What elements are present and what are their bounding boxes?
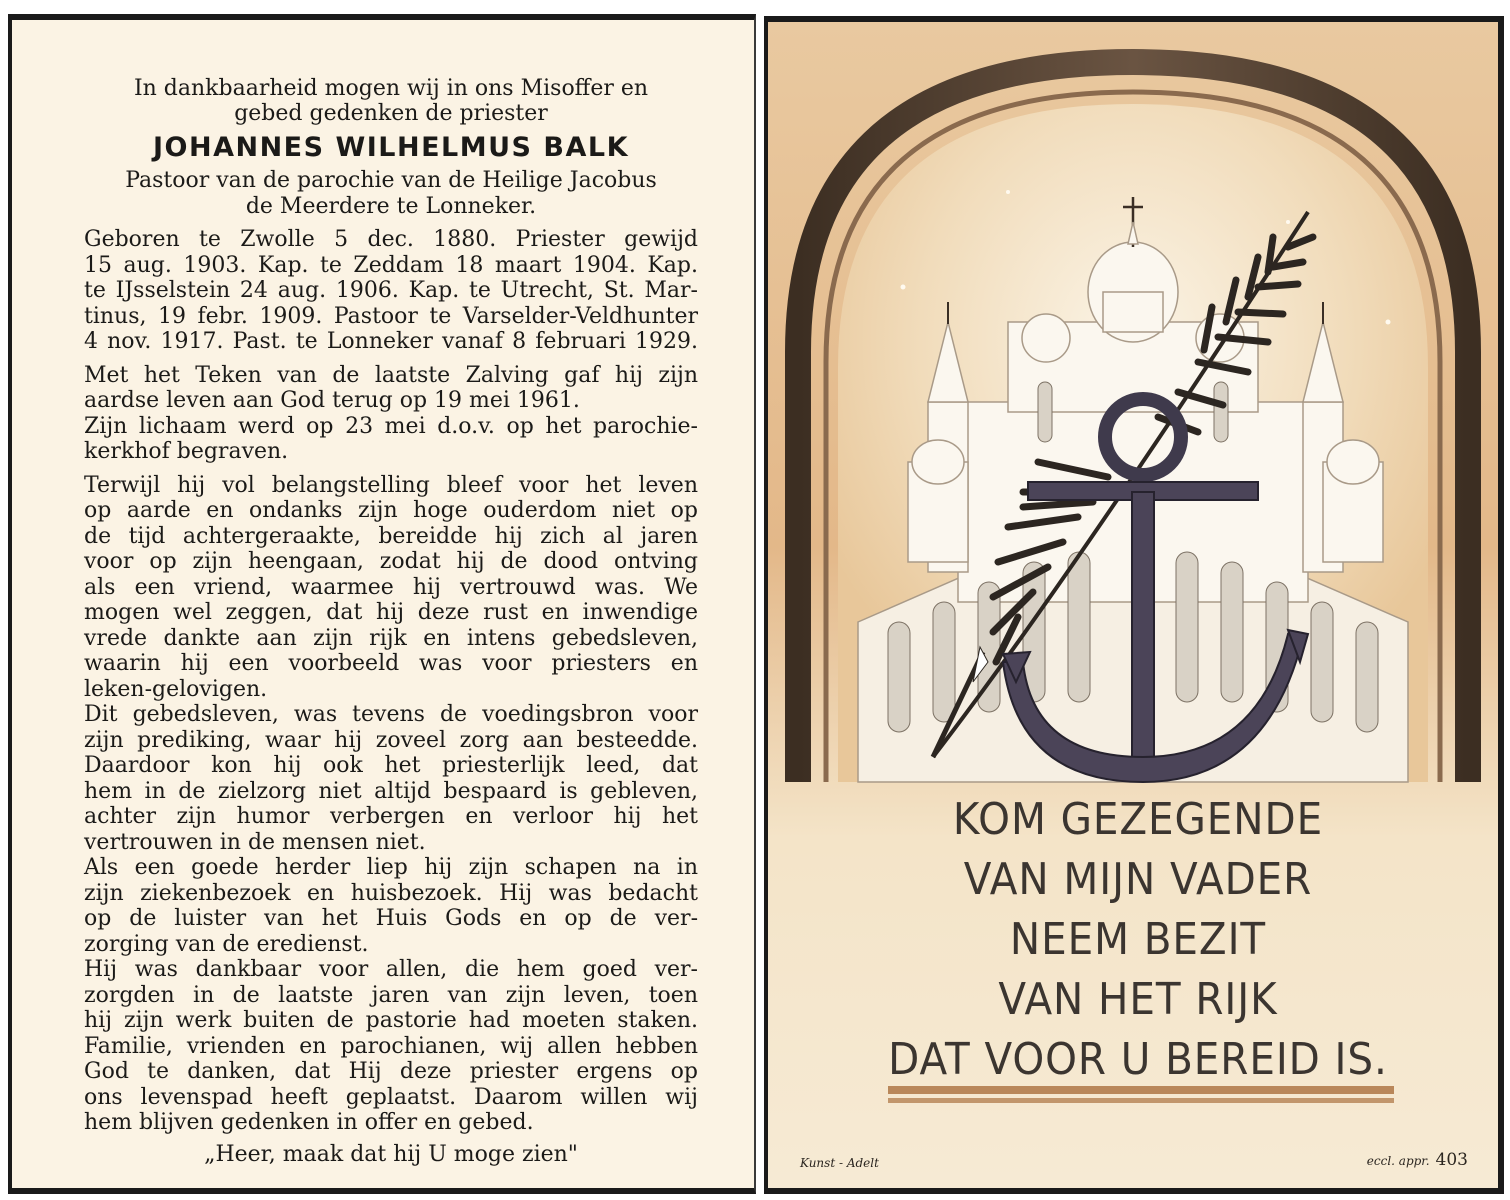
closing-prayer: „Heer, maak dat hij U moge zien" (204, 1141, 578, 1167)
text-line: Daardoor kon hij ook het priesterlijk leed, dat (84, 753, 698, 778)
verse-line: DAT VOOR U BEREID IS. (888, 1034, 1388, 1085)
approval-number: 403 (1435, 1150, 1468, 1170)
text-line: waarin hij een voorbeeld was voor priesters en (84, 651, 698, 676)
text-line: vertrouwen in de mensen niet. (84, 829, 426, 855)
memorial-text (84, 76, 698, 1167)
career-paragraph (84, 227, 698, 355)
subtitle-line: Pastoor van de parochie van de Heilige Jacobus (125, 168, 657, 193)
approval-label: eccl. appr. (1366, 1154, 1430, 1168)
verse-line: VAN HET RIJK (998, 974, 1278, 1025)
text-line: hij zijn werk buiten de pastorie had moeten staken. (84, 1008, 698, 1033)
scripture-verse (880, 790, 1395, 1090)
text-line: hem in de zielzorg niet altijd bespaard is gebleven, (84, 778, 698, 804)
subtitle-line: de Meerdere te Lonneker. (245, 193, 537, 219)
text-line: de tijd achtergeraakte, bereidde hij zich al jaren (84, 523, 698, 549)
text-line: kerkhof begraven. (84, 439, 289, 464)
text-line: 15 aug. 1903. Kap. te Zeddam 18 maart 1904. Kap. (84, 252, 698, 278)
intro-line: In dankbaarheid mogen wij in ons Misoffer en (133, 76, 649, 101)
verse-line: KOM GEZEGENDE (952, 794, 1324, 845)
verse-line: NEEM BEZIT (1009, 914, 1267, 965)
text-line: zijn prediking, waar hij zoveel zorg aan besteedde. (84, 727, 698, 753)
text-line: hem blijven gedenken in offer en gebed. (84, 1110, 534, 1135)
text-line: mogen wel zeggen, dat hij deze rust en inwendige (84, 600, 698, 625)
text-line: op aarde en ondanks zijn hoge ouderdom niet op (84, 498, 698, 523)
text-line: te IJsselstein 24 aug. 1906. Kap. te Utrecht, St. Mar- (84, 278, 698, 303)
verse-line: VAN MIJN VADER (963, 854, 1313, 905)
text-line: Familie, vrienden en parochianen, wij allen hebben (84, 1033, 698, 1059)
death-paragraph (84, 363, 698, 465)
text-line: Hij was dankbaar voor allen, die hem goed ver- (84, 957, 698, 982)
decorative-stripe (888, 1086, 1394, 1094)
intro (84, 76, 698, 126)
text-line: Dit gebedsleven, was tevens de voedingsbron voor (84, 702, 698, 727)
text-line: Zijn lichaam werd op 23 mei d.o.v. op het parochie- (84, 413, 698, 439)
deceased-name: JOHANNES WILHELMUS BALK (153, 132, 629, 163)
text-line: zorgden in de laatste jaren van zijn leven, toen (84, 982, 698, 1008)
text-line: zijn ziekenbezoek en huisbezoek. Hij was bedacht (84, 880, 698, 906)
text-line: als een vriend, waarmee hij vertrouwd was. We (84, 574, 698, 600)
prayer-card-text-side (8, 14, 756, 1194)
parish-subtitle (84, 168, 698, 219)
artist-credit: Kunst - Adelt (800, 1156, 879, 1170)
text-line: Terwijl hij vol belangstelling bleef voor het leven (84, 472, 698, 498)
text-line: 4 nov. 1917. Past. te Lonneker vanaf 8 februari 1929. (84, 329, 698, 354)
text-line: achter zijn humor verbergen en verloor hij het (84, 804, 698, 829)
text-line: tinus, 19 febr. 1909. Pastoor te Varselder-Veldhunter (84, 303, 698, 329)
text-line: God te danken, dat Hij deze priester ergens op (84, 1059, 698, 1084)
body-paragraph (84, 473, 698, 1136)
text-line: Met het Teken van de laatste Zalving gaf hij zijn (84, 362, 698, 388)
prayer-card-image-side (764, 16, 1504, 1194)
text-line: zorging van de eredienst. (84, 931, 369, 957)
text-line: vrede dankte aan zijn rijk en intens gebedsleven, (84, 625, 698, 651)
text-line: Geboren te Zwolle 5 dec. 1880. Priester gewijd (84, 227, 698, 252)
text-line: ons levenspad heeft geplaatst. Daarom willen wij (84, 1084, 698, 1110)
text-line: op de luister van het Huis Gods en op de ver- (84, 906, 698, 931)
text-line: aardse leven aan God terug op 19 mei 1961. (84, 388, 580, 413)
text-line: Als een goede herder liep hij zijn schapen na in (84, 855, 698, 880)
intro-line: gebed gedenken de priester (234, 101, 548, 126)
approval-credit (1367, 1150, 1468, 1170)
text-line: leken-gelovigen. (84, 676, 268, 702)
text-line: voor op zijn heengaan, zodat hij de dood ontving (84, 549, 698, 574)
decorative-stripe (888, 1098, 1394, 1103)
